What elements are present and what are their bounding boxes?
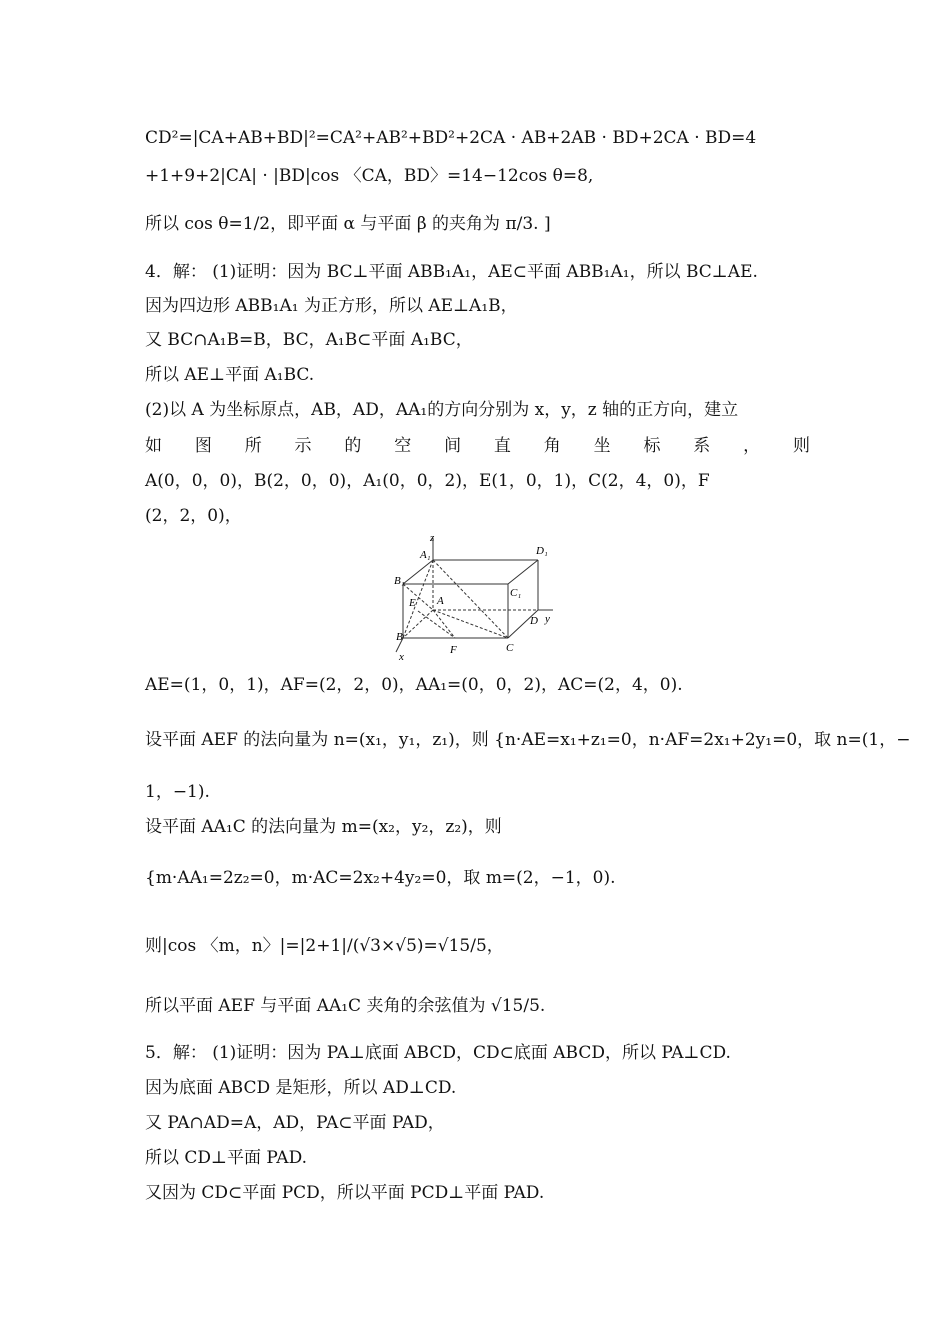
label-D1: D₁ xyxy=(536,545,548,557)
label-B: B xyxy=(396,631,403,643)
text-line-17: 则|cos 〈m，n〉|=|2+1|/(√3×√5)=√15/5， xyxy=(145,936,504,956)
text-line-2: +1+9+2|CA| · |BD|cos 〈CA，BD〉=14−12cos θ=8, xyxy=(145,166,594,186)
label-A1: A₁ xyxy=(420,549,431,561)
label-B1: B₁ xyxy=(394,575,405,587)
text-line-10: A(0，0，0)，B(2，0，0)，A₁(0，0，2)，E(1，0，1)，C(2，4，0)，F xyxy=(145,471,710,491)
text-line-12: AE=(1，0，1)，AF=(2，2，0)，AA₁=(0，0，2)，AC=(2，4，0). xyxy=(145,675,683,695)
text-line-15: 设平面 AA₁C 的法向量为 m=(x₂，y₂，z₂)，则 xyxy=(145,817,502,837)
label-C1: C₁ xyxy=(510,587,522,599)
text-line-6: 又 BC∩A₁B=B，BC，A₁B⊂平面 A₁BC， xyxy=(145,330,473,350)
text-line-23: 又因为 CD⊂平面 PCD，所以平面 PCD⊥平面 PAD. xyxy=(145,1183,545,1203)
label-x: x xyxy=(399,651,404,662)
text-line-8: (2)以 A 为坐标原点，AB，AD，AA₁的方向分别为 x，y，z 轴的正方向，建立 xyxy=(145,400,739,420)
text-line-4: 4．解： (1)证明：因为 BC⊥平面 ABB₁A₁，AE⊂平面 ABB₁A₁，所以 BC⊥AE. xyxy=(145,262,758,282)
text-line-16: {m·AA₁=2z₂=0，m·AC=2x₂+4y₂=0，取 m=(2，−1，0). xyxy=(145,868,616,888)
text-line-20: 因为底面 ABCD 是矩形，所以 AD⊥CD. xyxy=(145,1078,457,1098)
text-line-3: 所以 cos θ=1/2，即平面 α 与平面 β 的夹角为 π/3. ] xyxy=(145,214,551,234)
text-line-9-spaced: 如 图 所 示 的 空 间 直 角 坐 标 系 ， 则 xyxy=(145,436,810,456)
text-line-21: 又 PA∩AD=A，AD，PA⊂平面 PAD， xyxy=(145,1113,445,1133)
label-F: F xyxy=(450,644,457,656)
text-line-13: 设平面 AEF 的法向量为 n=(x₁，y₁，z₁)，则 {n·AE=x₁+z₁=0，n·AF=2x₁+2y₁=0，取 n=(1，− xyxy=(145,730,911,750)
text-line-19: 5．解： (1)证明：因为 PA⊥底面 ABCD，CD⊂底面 ABCD，所以 PA⊥CD. xyxy=(145,1043,731,1063)
label-E: E xyxy=(409,597,416,609)
label-z: z xyxy=(430,532,435,544)
text-line-1: CD²=|CA+AB+BD|²=CA²+AB²+BD²+2CA · AB+2AB · BD+2CA · BD=4 xyxy=(145,128,757,148)
text-line-22: 所以 CD⊥平面 PAD. xyxy=(145,1148,308,1168)
text-line-18: 所以平面 AEF 与平面 AA₁C 夹角的余弦值为 √15/5. xyxy=(145,996,546,1016)
text-line-14: 1，−1). xyxy=(145,782,210,802)
label-D: D xyxy=(530,615,538,627)
text-line-7: 所以 AE⊥平面 A₁BC. xyxy=(145,365,315,385)
label-y: y xyxy=(545,613,550,625)
text-line-5: 因为四边形 ABB₁A₁ 为正方形，所以 AE⊥A₁B， xyxy=(145,296,518,316)
cuboid-figure xyxy=(388,532,558,662)
text-line-11: (2，2，0)， xyxy=(145,506,242,526)
label-C: C xyxy=(506,642,514,654)
label-A: A xyxy=(437,595,444,607)
